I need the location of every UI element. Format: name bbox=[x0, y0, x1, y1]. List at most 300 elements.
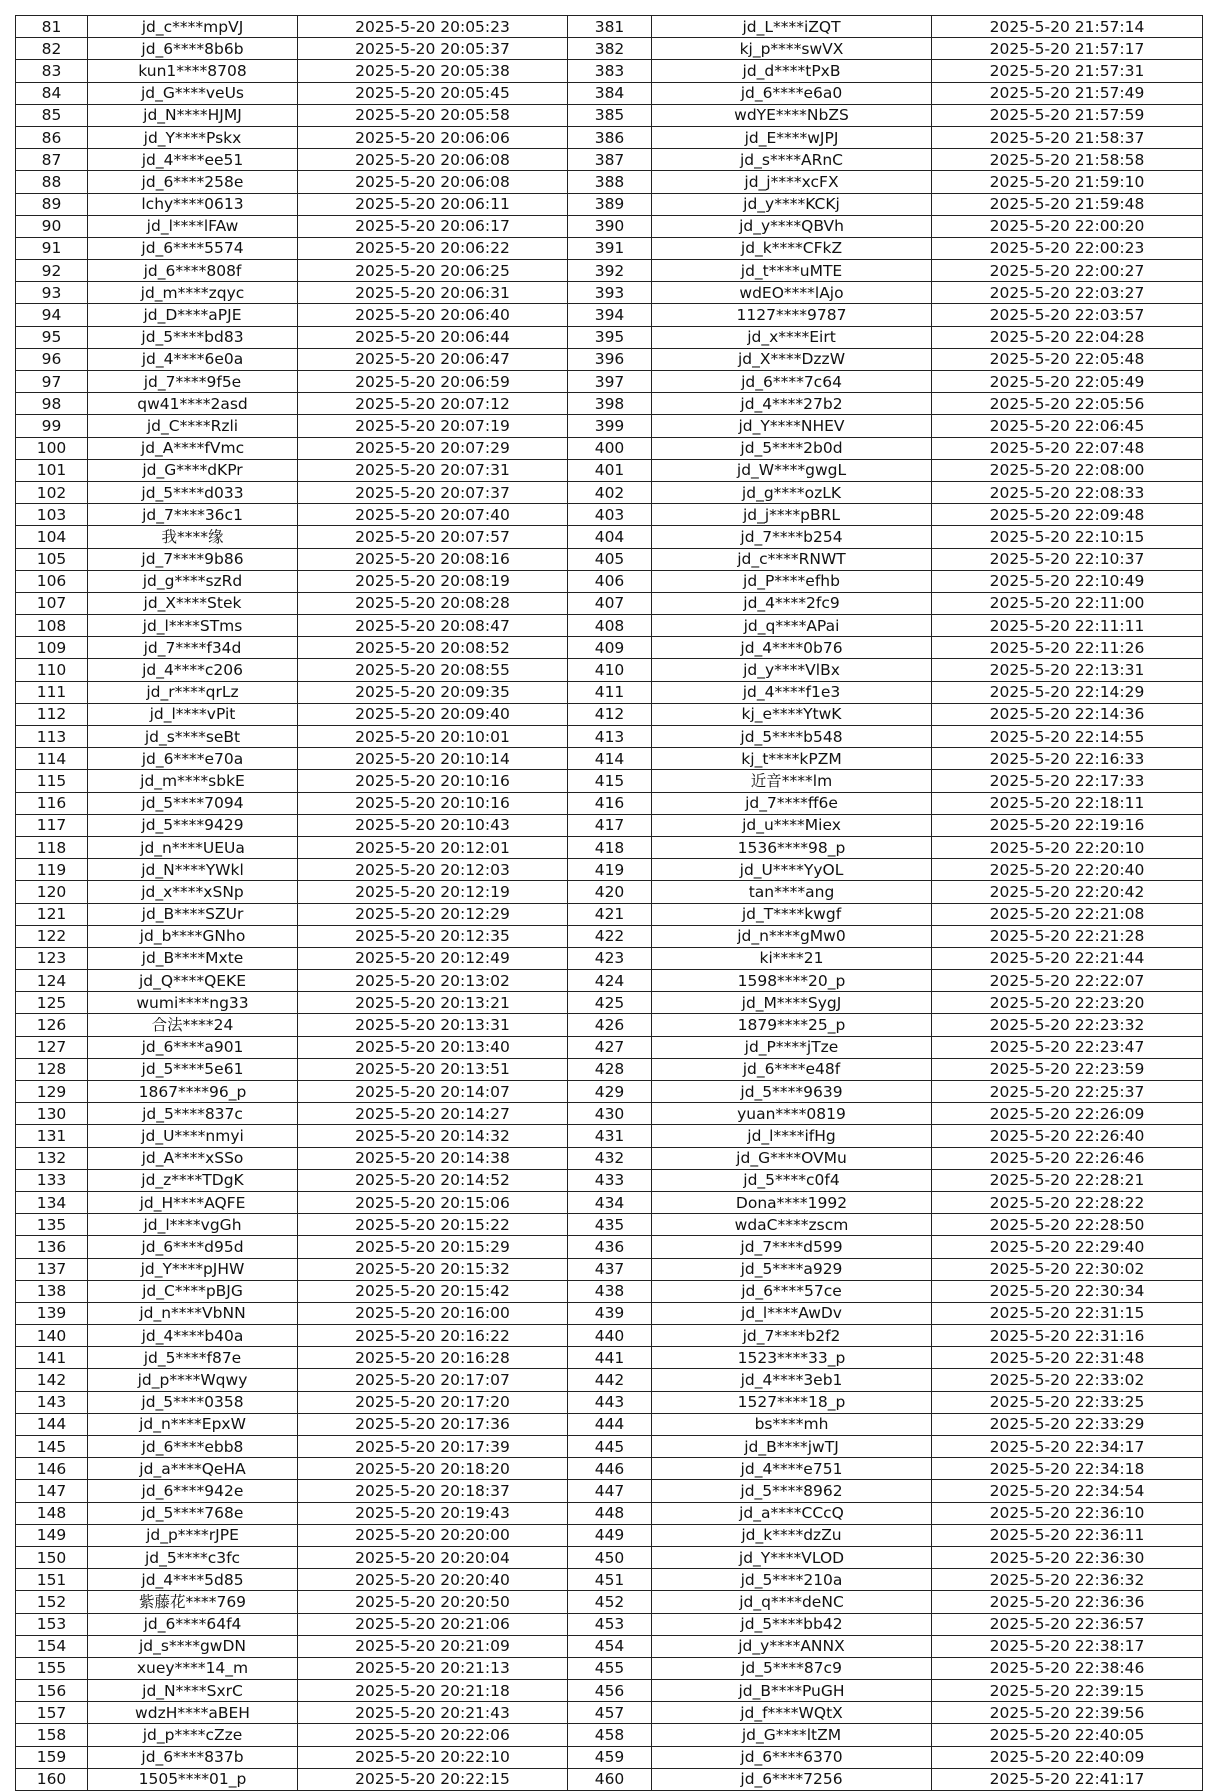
left-user-id-cell: jd_7****9f5e bbox=[88, 371, 298, 393]
right-row-number-cell: 409 bbox=[568, 637, 652, 659]
right-timestamp-cell: 2025-5-20 21:59:48 bbox=[932, 193, 1203, 215]
right-row-number-cell: 415 bbox=[568, 770, 652, 792]
table-row bbox=[16, 415, 1203, 437]
table-row bbox=[16, 1125, 1203, 1147]
right-timestamp-cell: 2025-5-20 21:59:10 bbox=[932, 171, 1203, 193]
left-row-number-cell: 98 bbox=[16, 393, 88, 415]
right-row-number-cell: 432 bbox=[568, 1147, 652, 1169]
left-timestamp-cell: 2025-5-20 20:06:59 bbox=[298, 371, 568, 393]
left-timestamp-cell: 2025-5-20 20:13:51 bbox=[298, 1058, 568, 1080]
right-user-id-cell: jd_G****OVMu bbox=[652, 1147, 932, 1169]
table-row bbox=[16, 548, 1203, 570]
table-row bbox=[16, 1014, 1203, 1036]
left-row-number-cell: 159 bbox=[16, 1746, 88, 1768]
right-row-number-cell: 453 bbox=[568, 1613, 652, 1635]
right-user-id-cell: jd_6****7c64 bbox=[652, 371, 932, 393]
left-user-id-cell: jd_A****fVmc bbox=[88, 437, 298, 459]
right-timestamp-cell: 2025-5-20 22:38:46 bbox=[932, 1657, 1203, 1679]
table-row bbox=[16, 1680, 1203, 1702]
left-timestamp-cell: 2025-5-20 20:20:40 bbox=[298, 1569, 568, 1591]
left-user-id-cell: jd_4****ee51 bbox=[88, 149, 298, 171]
left-user-id-cell: 紫藤花****769 bbox=[88, 1591, 298, 1613]
right-row-number-cell: 423 bbox=[568, 947, 652, 969]
left-row-number-cell: 149 bbox=[16, 1524, 88, 1546]
left-timestamp-cell: 2025-5-20 20:05:23 bbox=[298, 16, 568, 38]
right-row-number-cell: 435 bbox=[568, 1214, 652, 1236]
right-row-number-cell: 444 bbox=[568, 1413, 652, 1435]
left-row-number-cell: 110 bbox=[16, 659, 88, 681]
right-timestamp-cell: 2025-5-20 22:28:50 bbox=[932, 1214, 1203, 1236]
right-row-number-cell: 441 bbox=[568, 1347, 652, 1369]
left-row-number-cell: 81 bbox=[16, 16, 88, 38]
right-timestamp-cell: 2025-5-20 22:26:46 bbox=[932, 1147, 1203, 1169]
right-row-number-cell: 394 bbox=[568, 304, 652, 326]
table-row bbox=[16, 1214, 1203, 1236]
table-row bbox=[16, 193, 1203, 215]
left-user-id-cell: jd_5****0358 bbox=[88, 1391, 298, 1413]
right-user-id-cell: jd_l****AwDv bbox=[652, 1302, 932, 1324]
right-user-id-cell: 近音****lm bbox=[652, 770, 932, 792]
right-row-number-cell: 396 bbox=[568, 348, 652, 370]
table-row bbox=[16, 1081, 1203, 1103]
left-user-id-cell: kun1****8708 bbox=[88, 60, 298, 82]
left-user-id-cell: jd_C****pBJG bbox=[88, 1280, 298, 1302]
right-row-number-cell: 392 bbox=[568, 260, 652, 282]
right-timestamp-cell: 2025-5-20 22:14:55 bbox=[932, 726, 1203, 748]
right-timestamp-cell: 2025-5-20 22:07:48 bbox=[932, 437, 1203, 459]
left-row-number-cell: 97 bbox=[16, 371, 88, 393]
right-row-number-cell: 390 bbox=[568, 215, 652, 237]
right-timestamp-cell: 2025-5-20 21:57:31 bbox=[932, 60, 1203, 82]
table-row bbox=[16, 615, 1203, 637]
left-timestamp-cell: 2025-5-20 20:12:35 bbox=[298, 925, 568, 947]
table-row bbox=[16, 1502, 1203, 1524]
left-user-id-cell: jd_7****f34d bbox=[88, 637, 298, 659]
table-row bbox=[16, 1347, 1203, 1369]
left-row-number-cell: 146 bbox=[16, 1458, 88, 1480]
right-row-number-cell: 419 bbox=[568, 859, 652, 881]
right-row-number-cell: 403 bbox=[568, 504, 652, 526]
left-row-number-cell: 144 bbox=[16, 1413, 88, 1435]
left-timestamp-cell: 2025-5-20 20:08:28 bbox=[298, 592, 568, 614]
right-row-number-cell: 412 bbox=[568, 703, 652, 725]
left-row-number-cell: 123 bbox=[16, 947, 88, 969]
left-row-number-cell: 128 bbox=[16, 1058, 88, 1080]
table-row bbox=[16, 1036, 1203, 1058]
left-timestamp-cell: 2025-5-20 20:10:01 bbox=[298, 726, 568, 748]
right-row-number-cell: 433 bbox=[568, 1169, 652, 1191]
right-timestamp-cell: 2025-5-20 22:36:10 bbox=[932, 1502, 1203, 1524]
right-user-id-cell: 1127****9787 bbox=[652, 304, 932, 326]
table-row bbox=[16, 459, 1203, 481]
right-user-id-cell: jd_5****a929 bbox=[652, 1258, 932, 1280]
left-timestamp-cell: 2025-5-20 20:16:28 bbox=[298, 1347, 568, 1369]
right-timestamp-cell: 2025-5-20 22:20:40 bbox=[932, 859, 1203, 881]
left-row-number-cell: 135 bbox=[16, 1214, 88, 1236]
right-timestamp-cell: 2025-5-20 22:28:22 bbox=[932, 1191, 1203, 1213]
table-row bbox=[16, 326, 1203, 348]
table-row bbox=[16, 215, 1203, 237]
left-user-id-cell: jd_m****zqyc bbox=[88, 282, 298, 304]
left-timestamp-cell: 2025-5-20 20:13:21 bbox=[298, 992, 568, 1014]
right-user-id-cell: bs****mh bbox=[652, 1413, 932, 1435]
right-user-id-cell: jd_q****APai bbox=[652, 615, 932, 637]
table-row bbox=[16, 437, 1203, 459]
table-row bbox=[16, 1258, 1203, 1280]
left-row-number-cell: 126 bbox=[16, 1014, 88, 1036]
right-user-id-cell: jd_B****PuGH bbox=[652, 1680, 932, 1702]
left-user-id-cell: 1505****01_p bbox=[88, 1768, 298, 1790]
right-user-id-cell: kj_p****swVX bbox=[652, 38, 932, 60]
left-user-id-cell: wdzH****aBEH bbox=[88, 1702, 298, 1724]
left-timestamp-cell: 2025-5-20 20:20:50 bbox=[298, 1591, 568, 1613]
right-timestamp-cell: 2025-5-20 21:57:14 bbox=[932, 16, 1203, 38]
left-user-id-cell: jd_6****258e bbox=[88, 171, 298, 193]
left-user-id-cell: jd_6****64f4 bbox=[88, 1613, 298, 1635]
left-row-number-cell: 116 bbox=[16, 792, 88, 814]
table-row bbox=[16, 1413, 1203, 1435]
left-row-number-cell: 105 bbox=[16, 548, 88, 570]
table-row bbox=[16, 1724, 1203, 1746]
right-timestamp-cell: 2025-5-20 22:36:36 bbox=[932, 1591, 1203, 1613]
left-timestamp-cell: 2025-5-20 20:07:29 bbox=[298, 437, 568, 459]
right-row-number-cell: 454 bbox=[568, 1635, 652, 1657]
left-user-id-cell: jd_Y****Pskx bbox=[88, 126, 298, 148]
left-user-id-cell: jd_5****f87e bbox=[88, 1347, 298, 1369]
table-row bbox=[16, 1058, 1203, 1080]
table-row bbox=[16, 903, 1203, 925]
right-user-id-cell: jd_Y****NHEV bbox=[652, 415, 932, 437]
left-timestamp-cell: 2025-5-20 20:06:31 bbox=[298, 282, 568, 304]
left-timestamp-cell: 2025-5-20 20:09:40 bbox=[298, 703, 568, 725]
left-timestamp-cell: 2025-5-20 20:15:32 bbox=[298, 1258, 568, 1280]
left-user-id-cell: jd_a****QeHA bbox=[88, 1458, 298, 1480]
left-timestamp-cell: 2025-5-20 20:21:06 bbox=[298, 1613, 568, 1635]
right-row-number-cell: 420 bbox=[568, 881, 652, 903]
right-timestamp-cell: 2025-5-20 22:18:11 bbox=[932, 792, 1203, 814]
right-timestamp-cell: 2025-5-20 22:31:48 bbox=[932, 1347, 1203, 1369]
right-timestamp-cell: 2025-5-20 22:34:18 bbox=[932, 1458, 1203, 1480]
table-row bbox=[16, 1325, 1203, 1347]
right-user-id-cell: jd_B****jwTJ bbox=[652, 1436, 932, 1458]
right-user-id-cell: jd_4****e751 bbox=[652, 1458, 932, 1480]
right-timestamp-cell: 2025-5-20 22:08:33 bbox=[932, 481, 1203, 503]
right-user-id-cell: jd_j****xcFX bbox=[652, 171, 932, 193]
right-row-number-cell: 426 bbox=[568, 1014, 652, 1036]
left-timestamp-cell: 2025-5-20 20:21:18 bbox=[298, 1680, 568, 1702]
right-timestamp-cell: 2025-5-20 22:21:28 bbox=[932, 925, 1203, 947]
left-timestamp-cell: 2025-5-20 20:15:29 bbox=[298, 1236, 568, 1258]
right-user-id-cell: jd_5****bb42 bbox=[652, 1613, 932, 1635]
right-user-id-cell: 1527****18_p bbox=[652, 1391, 932, 1413]
left-timestamp-cell: 2025-5-20 20:12:01 bbox=[298, 836, 568, 858]
right-user-id-cell: jd_l****ifHg bbox=[652, 1125, 932, 1147]
table-row bbox=[16, 770, 1203, 792]
left-timestamp-cell: 2025-5-20 20:07:31 bbox=[298, 459, 568, 481]
left-user-id-cell: jd_A****xSSo bbox=[88, 1147, 298, 1169]
right-row-number-cell: 386 bbox=[568, 126, 652, 148]
left-row-number-cell: 136 bbox=[16, 1236, 88, 1258]
left-timestamp-cell: 2025-5-20 20:20:04 bbox=[298, 1546, 568, 1568]
right-timestamp-cell: 2025-5-20 22:34:54 bbox=[932, 1480, 1203, 1502]
left-user-id-cell: jd_l****STms bbox=[88, 615, 298, 637]
table-row bbox=[16, 1236, 1203, 1258]
right-row-number-cell: 400 bbox=[568, 437, 652, 459]
right-row-number-cell: 458 bbox=[568, 1724, 652, 1746]
right-user-id-cell: jd_5****9639 bbox=[652, 1081, 932, 1103]
table-row bbox=[16, 1657, 1203, 1679]
left-row-number-cell: 120 bbox=[16, 881, 88, 903]
right-row-number-cell: 436 bbox=[568, 1236, 652, 1258]
table-row bbox=[16, 637, 1203, 659]
right-row-number-cell: 383 bbox=[568, 60, 652, 82]
left-row-number-cell: 87 bbox=[16, 149, 88, 171]
table-row bbox=[16, 282, 1203, 304]
left-user-id-cell: jd_Y****pJHW bbox=[88, 1258, 298, 1280]
left-row-number-cell: 107 bbox=[16, 592, 88, 614]
right-timestamp-cell: 2025-5-20 22:21:44 bbox=[932, 947, 1203, 969]
left-timestamp-cell: 2025-5-20 20:14:52 bbox=[298, 1169, 568, 1191]
right-user-id-cell: jd_q****deNC bbox=[652, 1591, 932, 1613]
right-row-number-cell: 439 bbox=[568, 1302, 652, 1324]
table-row bbox=[16, 104, 1203, 126]
left-row-number-cell: 118 bbox=[16, 836, 88, 858]
right-timestamp-cell: 2025-5-20 22:17:33 bbox=[932, 770, 1203, 792]
table-row bbox=[16, 970, 1203, 992]
right-timestamp-cell: 2025-5-20 22:10:49 bbox=[932, 570, 1203, 592]
right-user-id-cell: jd_6****e48f bbox=[652, 1058, 932, 1080]
left-row-number-cell: 83 bbox=[16, 60, 88, 82]
table-row bbox=[16, 592, 1203, 614]
right-user-id-cell: jd_d****tPxB bbox=[652, 60, 932, 82]
left-user-id-cell: jd_G****dKPr bbox=[88, 459, 298, 481]
left-row-number-cell: 152 bbox=[16, 1591, 88, 1613]
right-user-id-cell: jd_U****YyOL bbox=[652, 859, 932, 881]
right-timestamp-cell: 2025-5-20 22:20:42 bbox=[932, 881, 1203, 903]
left-timestamp-cell: 2025-5-20 20:05:37 bbox=[298, 38, 568, 60]
right-row-number-cell: 402 bbox=[568, 481, 652, 503]
table-row bbox=[16, 947, 1203, 969]
left-row-number-cell: 117 bbox=[16, 814, 88, 836]
left-user-id-cell: xuey****14_m bbox=[88, 1657, 298, 1679]
left-timestamp-cell: 2025-5-20 20:21:09 bbox=[298, 1635, 568, 1657]
right-timestamp-cell: 2025-5-20 22:05:48 bbox=[932, 348, 1203, 370]
right-row-number-cell: 449 bbox=[568, 1524, 652, 1546]
right-user-id-cell: jd_E****wJPJ bbox=[652, 126, 932, 148]
left-row-number-cell: 145 bbox=[16, 1436, 88, 1458]
right-user-id-cell: wdEO****lAjo bbox=[652, 282, 932, 304]
right-user-id-cell: jd_G****ltZM bbox=[652, 1724, 932, 1746]
left-row-number-cell: 129 bbox=[16, 1081, 88, 1103]
left-timestamp-cell: 2025-5-20 20:22:06 bbox=[298, 1724, 568, 1746]
left-row-number-cell: 142 bbox=[16, 1369, 88, 1391]
left-row-number-cell: 156 bbox=[16, 1680, 88, 1702]
table-row bbox=[16, 481, 1203, 503]
right-user-id-cell: jd_x****Eirt bbox=[652, 326, 932, 348]
right-user-id-cell: jd_5****c0f4 bbox=[652, 1169, 932, 1191]
left-row-number-cell: 133 bbox=[16, 1169, 88, 1191]
right-timestamp-cell: 2025-5-20 21:58:58 bbox=[932, 149, 1203, 171]
left-timestamp-cell: 2025-5-20 20:12:49 bbox=[298, 947, 568, 969]
left-row-number-cell: 141 bbox=[16, 1347, 88, 1369]
left-row-number-cell: 94 bbox=[16, 304, 88, 326]
right-timestamp-cell: 2025-5-20 22:36:11 bbox=[932, 1524, 1203, 1546]
table-row bbox=[16, 1569, 1203, 1591]
table-row bbox=[16, 526, 1203, 548]
left-timestamp-cell: 2025-5-20 20:06:08 bbox=[298, 171, 568, 193]
left-row-number-cell: 104 bbox=[16, 526, 88, 548]
right-user-id-cell: jd_4****27b2 bbox=[652, 393, 932, 415]
right-user-id-cell: jd_6****57ce bbox=[652, 1280, 932, 1302]
right-user-id-cell: wdaC****zscm bbox=[652, 1214, 932, 1236]
left-row-number-cell: 131 bbox=[16, 1125, 88, 1147]
left-user-id-cell: 我****缘 bbox=[88, 526, 298, 548]
table-row bbox=[16, 16, 1203, 38]
left-timestamp-cell: 2025-5-20 20:07:19 bbox=[298, 415, 568, 437]
right-timestamp-cell: 2025-5-20 22:00:27 bbox=[932, 260, 1203, 282]
table-row bbox=[16, 659, 1203, 681]
left-row-number-cell: 138 bbox=[16, 1280, 88, 1302]
right-timestamp-cell: 2025-5-20 22:30:02 bbox=[932, 1258, 1203, 1280]
right-timestamp-cell: 2025-5-20 21:58:37 bbox=[932, 126, 1203, 148]
left-timestamp-cell: 2025-5-20 20:22:15 bbox=[298, 1768, 568, 1790]
left-timestamp-cell: 2025-5-20 20:08:16 bbox=[298, 548, 568, 570]
right-user-id-cell: jd_y****VlBx bbox=[652, 659, 932, 681]
left-user-id-cell: jd_s****seBt bbox=[88, 726, 298, 748]
right-timestamp-cell: 2025-5-20 22:14:29 bbox=[932, 681, 1203, 703]
left-row-number-cell: 119 bbox=[16, 859, 88, 881]
right-user-id-cell: jd_6****e6a0 bbox=[652, 82, 932, 104]
table-row bbox=[16, 1369, 1203, 1391]
right-row-number-cell: 421 bbox=[568, 903, 652, 925]
left-row-number-cell: 155 bbox=[16, 1657, 88, 1679]
right-timestamp-cell: 2025-5-20 22:00:23 bbox=[932, 237, 1203, 259]
left-row-number-cell: 111 bbox=[16, 681, 88, 703]
right-timestamp-cell: 2025-5-20 22:11:26 bbox=[932, 637, 1203, 659]
table-row bbox=[16, 1746, 1203, 1768]
right-row-number-cell: 385 bbox=[568, 104, 652, 126]
right-user-id-cell: jd_7****d599 bbox=[652, 1236, 932, 1258]
right-user-id-cell: jd_y****QBVh bbox=[652, 215, 932, 237]
right-row-number-cell: 407 bbox=[568, 592, 652, 614]
right-user-id-cell: jd_s****ARnC bbox=[652, 149, 932, 171]
right-row-number-cell: 447 bbox=[568, 1480, 652, 1502]
right-user-id-cell: Dona****1992 bbox=[652, 1191, 932, 1213]
right-timestamp-cell: 2025-5-20 22:31:16 bbox=[932, 1325, 1203, 1347]
left-timestamp-cell: 2025-5-20 20:10:14 bbox=[298, 748, 568, 770]
left-user-id-cell: jd_U****nmyi bbox=[88, 1125, 298, 1147]
right-user-id-cell: 1598****20_p bbox=[652, 970, 932, 992]
left-row-number-cell: 84 bbox=[16, 82, 88, 104]
right-timestamp-cell: 2025-5-20 22:38:17 bbox=[932, 1635, 1203, 1657]
left-row-number-cell: 157 bbox=[16, 1702, 88, 1724]
left-user-id-cell: jd_c****mpVJ bbox=[88, 16, 298, 38]
table-row bbox=[16, 38, 1203, 60]
right-timestamp-cell: 2025-5-20 21:57:59 bbox=[932, 104, 1203, 126]
table-row bbox=[16, 171, 1203, 193]
left-timestamp-cell: 2025-5-20 20:05:45 bbox=[298, 82, 568, 104]
right-user-id-cell: 1523****33_p bbox=[652, 1347, 932, 1369]
table-row bbox=[16, 570, 1203, 592]
right-timestamp-cell: 2025-5-20 22:16:33 bbox=[932, 748, 1203, 770]
right-timestamp-cell: 2025-5-20 22:26:09 bbox=[932, 1103, 1203, 1125]
table-row bbox=[16, 1458, 1203, 1480]
left-timestamp-cell: 2025-5-20 20:12:29 bbox=[298, 903, 568, 925]
left-timestamp-cell: 2025-5-20 20:06:11 bbox=[298, 193, 568, 215]
left-row-number-cell: 96 bbox=[16, 348, 88, 370]
left-row-number-cell: 102 bbox=[16, 481, 88, 503]
left-row-number-cell: 115 bbox=[16, 770, 88, 792]
right-row-number-cell: 427 bbox=[568, 1036, 652, 1058]
left-timestamp-cell: 2025-5-20 20:16:00 bbox=[298, 1302, 568, 1324]
left-user-id-cell: jd_p****cZze bbox=[88, 1724, 298, 1746]
right-user-id-cell: jd_Y****VLOD bbox=[652, 1546, 932, 1568]
left-row-number-cell: 114 bbox=[16, 748, 88, 770]
left-timestamp-cell: 2025-5-20 20:15:22 bbox=[298, 1214, 568, 1236]
left-timestamp-cell: 2025-5-20 20:06:47 bbox=[298, 348, 568, 370]
right-user-id-cell: jd_X****DzzW bbox=[652, 348, 932, 370]
table-row bbox=[16, 836, 1203, 858]
right-timestamp-cell: 2025-5-20 22:40:09 bbox=[932, 1746, 1203, 1768]
right-timestamp-cell: 2025-5-20 22:10:15 bbox=[932, 526, 1203, 548]
right-timestamp-cell: 2025-5-20 22:25:37 bbox=[932, 1081, 1203, 1103]
left-timestamp-cell: 2025-5-20 20:14:32 bbox=[298, 1125, 568, 1147]
left-user-id-cell: jd_4****6e0a bbox=[88, 348, 298, 370]
right-timestamp-cell: 2025-5-20 22:40:05 bbox=[932, 1724, 1203, 1746]
right-timestamp-cell: 2025-5-20 22:09:48 bbox=[932, 504, 1203, 526]
right-timestamp-cell: 2025-5-20 22:14:36 bbox=[932, 703, 1203, 725]
left-row-number-cell: 158 bbox=[16, 1724, 88, 1746]
right-row-number-cell: 451 bbox=[568, 1569, 652, 1591]
right-user-id-cell: jd_y****KCKj bbox=[652, 193, 932, 215]
left-row-number-cell: 137 bbox=[16, 1258, 88, 1280]
right-row-number-cell: 410 bbox=[568, 659, 652, 681]
table-row bbox=[16, 681, 1203, 703]
right-timestamp-cell: 2025-5-20 22:39:56 bbox=[932, 1702, 1203, 1724]
left-user-id-cell: wumi****ng33 bbox=[88, 992, 298, 1014]
left-user-id-cell: jd_D****aPJE bbox=[88, 304, 298, 326]
right-user-id-cell: jd_c****RNWT bbox=[652, 548, 932, 570]
left-timestamp-cell: 2025-5-20 20:07:12 bbox=[298, 393, 568, 415]
left-row-number-cell: 89 bbox=[16, 193, 88, 215]
right-timestamp-cell: 2025-5-20 22:00:20 bbox=[932, 215, 1203, 237]
winners-table bbox=[15, 15, 1203, 1791]
left-row-number-cell: 92 bbox=[16, 260, 88, 282]
right-user-id-cell: jd_P****jTze bbox=[652, 1036, 932, 1058]
table-row bbox=[16, 304, 1203, 326]
right-row-number-cell: 430 bbox=[568, 1103, 652, 1125]
table-row bbox=[16, 237, 1203, 259]
right-timestamp-cell: 2025-5-20 22:23:47 bbox=[932, 1036, 1203, 1058]
right-row-number-cell: 450 bbox=[568, 1546, 652, 1568]
left-row-number-cell: 140 bbox=[16, 1325, 88, 1347]
table-row bbox=[16, 149, 1203, 171]
left-timestamp-cell: 2025-5-20 20:17:39 bbox=[298, 1436, 568, 1458]
right-user-id-cell: jd_k****dzZu bbox=[652, 1524, 932, 1546]
left-user-id-cell: jd_5****7094 bbox=[88, 792, 298, 814]
left-timestamp-cell: 2025-5-20 20:13:31 bbox=[298, 1014, 568, 1036]
right-row-number-cell: 448 bbox=[568, 1502, 652, 1524]
left-row-number-cell: 108 bbox=[16, 615, 88, 637]
left-user-id-cell: jd_n****VbNN bbox=[88, 1302, 298, 1324]
left-timestamp-cell: 2025-5-20 20:08:47 bbox=[298, 615, 568, 637]
left-row-number-cell: 124 bbox=[16, 970, 88, 992]
right-row-number-cell: 406 bbox=[568, 570, 652, 592]
left-row-number-cell: 88 bbox=[16, 171, 88, 193]
left-row-number-cell: 113 bbox=[16, 726, 88, 748]
left-row-number-cell: 139 bbox=[16, 1302, 88, 1324]
right-row-number-cell: 381 bbox=[568, 16, 652, 38]
